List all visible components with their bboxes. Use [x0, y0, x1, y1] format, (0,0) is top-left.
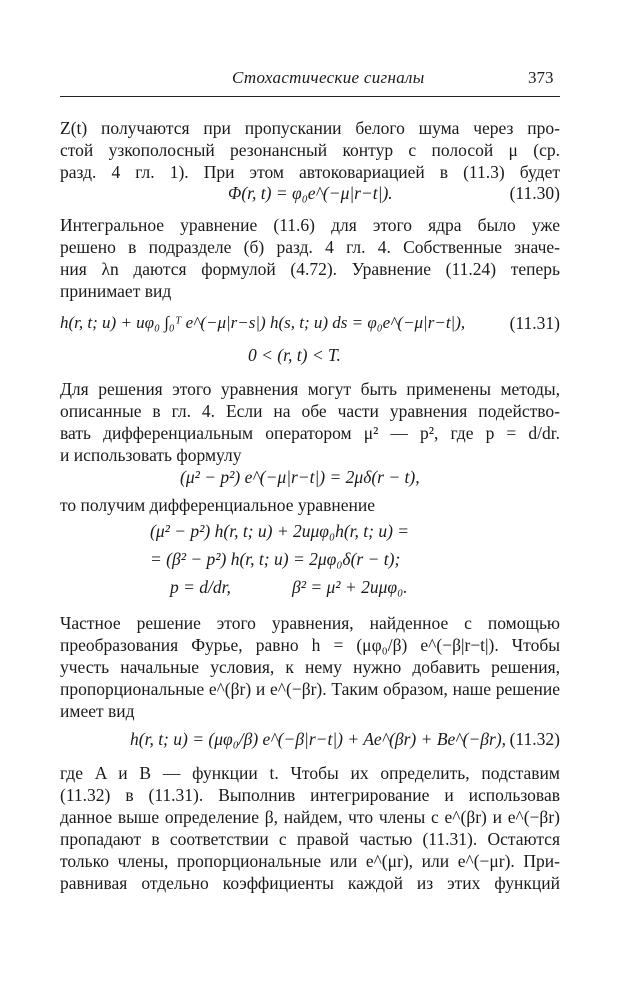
- text-line: пропорциональные e^(βr) и e^(−βr). Таким образом, наше решение: [60, 679, 560, 699]
- text-line: Z(t) получаются при пропускании белого шума через про-: [60, 118, 560, 138]
- text-line: решено в подразделе (б) разд. 4 гл. 4. Собственные значе-: [60, 237, 560, 257]
- text-line: принимает вид: [60, 281, 172, 301]
- equation-number: (11.32): [509, 729, 560, 749]
- text-line: равнивая отдельно коэффициенты каждой из этих функций: [60, 873, 560, 893]
- text-line: данное выше определение β, найдем, что члены с e^(βr) и e^(−βr): [60, 807, 560, 827]
- text-line: вать дифференциальным оператором μ² — p², где p = d/dr.: [60, 423, 560, 443]
- text-line: описанные в гл. 4. Если на обе части уравнения подейство-: [60, 401, 560, 421]
- text-line: Интегральное уравнение (11.6) для этого ядра было уже: [60, 215, 560, 235]
- equation-condition: 0 < (r, t) < T.: [248, 345, 341, 365]
- text-line: преобразования Фурье, равно h = (μφ₀/β) e^(−β|r−t|). Чтобы: [60, 635, 560, 655]
- text-line: Частное решение этого уравнения, найденное с помощью: [60, 613, 560, 633]
- equation-11-30: Φ(r, t) = φ₀e^(−μ|r−t|).: [228, 183, 393, 203]
- header-rule: [60, 96, 560, 97]
- equation-number: (11.31): [509, 313, 560, 333]
- equation-delta: (μ² − p²) e^(−μ|r−t|) = 2μδ(r − t),: [180, 467, 420, 487]
- text-line: стой узкополосный резонансный контур с полосой μ (ср.: [60, 140, 560, 160]
- text-line: имеет вид: [60, 701, 135, 721]
- equation-number: (11.30): [509, 183, 560, 203]
- text-line: только члены, пропорциональные или e^(μr), или e^(−μr). При-: [60, 851, 560, 871]
- text-line: пропадают в соответствии с правой частью (11.31). Остаются: [60, 829, 560, 849]
- running-header-title: Стохастические сигналы: [232, 68, 425, 87]
- text-line: учесть начальные условия, к нему нужно добавить решения,: [60, 657, 560, 677]
- equation-beta-def: β² = μ² + 2uμφ₀.: [292, 577, 408, 597]
- equation-diff-2: = (β² − p²) h(r, t; u) = 2μφ₀δ(r − t);: [150, 549, 401, 569]
- text-line: Для решения этого уравнения могут быть применены методы,: [60, 379, 560, 399]
- text-line: то получим дифференциальное уравнение: [60, 495, 376, 515]
- text-line: разд. 4 гл. 1). При этом автоковариацией в (11.3) будет: [60, 162, 560, 182]
- equation-p-def: p = d/dr,: [170, 577, 231, 597]
- equation-11-31: h(r, t; u) + uφ₀ ∫₀ᵀ e^(−μ|r−s|) h(s, t; u) ds = φ₀e^(−μ|r−t|),: [60, 313, 466, 332]
- text-line: где A и B — функции t. Чтобы их определить, подставим: [60, 763, 560, 783]
- text-line: и использовать формулу: [60, 445, 242, 465]
- text-line: (11.32) в (11.31). Выполнив интегрирование и использовав: [60, 785, 560, 805]
- text-line: ния λn даются формулой (4.72). Уравнение (11.24) теперь: [60, 259, 560, 279]
- page-number: 373: [528, 68, 554, 87]
- equation-11-32: h(r, t; u) = (μφ₀/β) e^(−β|r−t|) + Ae^(βr) + Be^(−βr),: [130, 729, 507, 749]
- equation-diff-1: (μ² − p²) h(r, t; u) + 2uμφ₀h(r, t; u) =: [150, 521, 410, 541]
